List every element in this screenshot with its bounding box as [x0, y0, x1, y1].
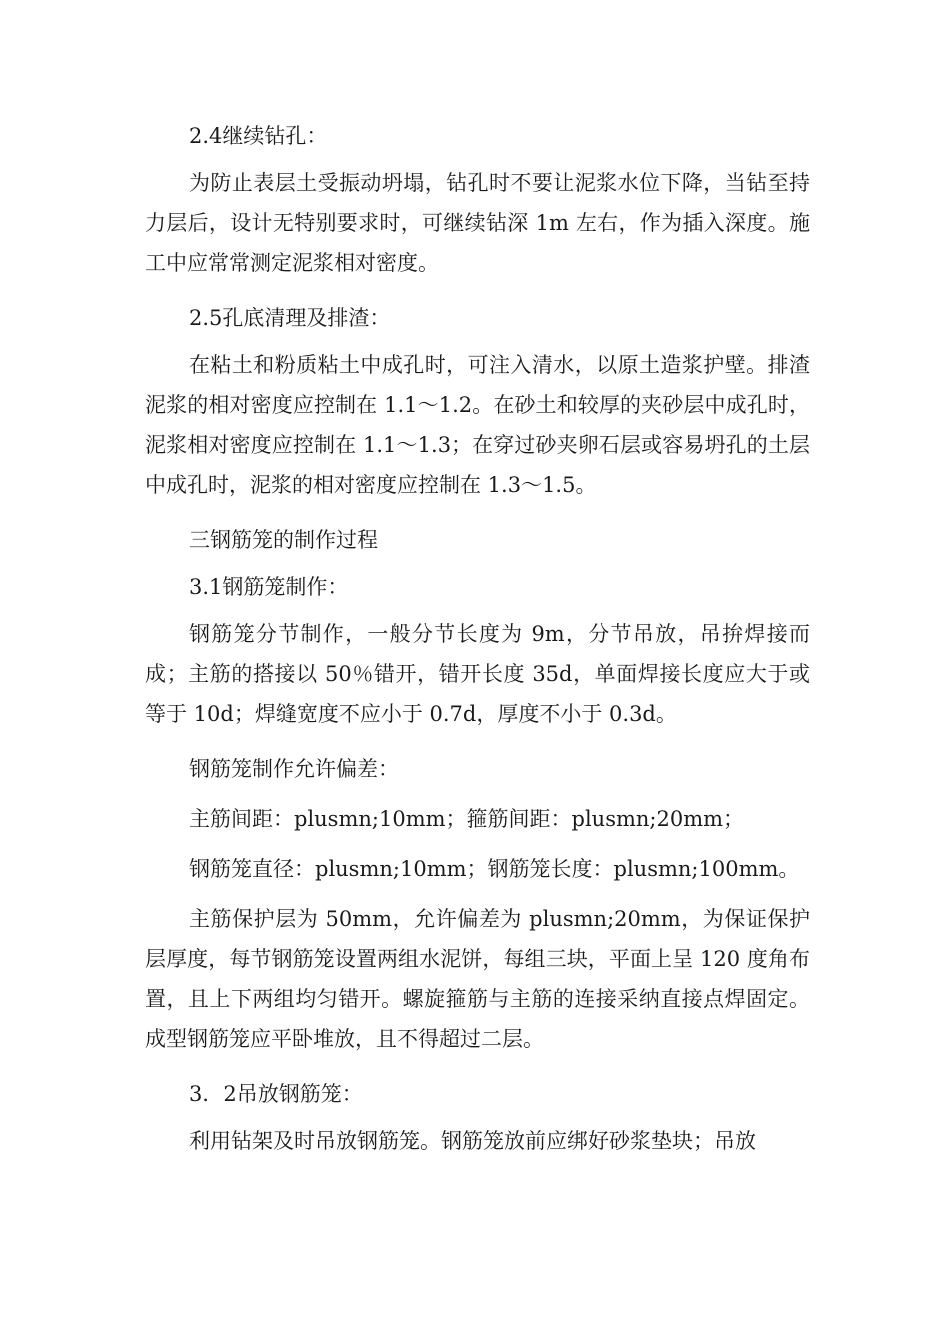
paragraph-hole-cleaning: 在粘土和粉质粘土中成孔时，可注入清水，以原土造浆护壁。排渣泥浆的相对密度应控制在 1.1～1.2。在砂土和较厚的夹砂层中成孔时，泥浆相对密度应控制在 1.1～1.3；在穿过砂夹卵石层或容易坍孔的土层中成孔时，泥浆的相对密度应控制在 1.3～1.5。: [145, 353, 810, 497]
paragraph-continue-drilling: 为防止表层土受振动坍塌，钻孔时不要让泥浆水位下降，当钻至持力层后，设计无特别要求时，可继续钻深 1m 左右，作为插入深度。施工中应常常测定泥浆相对密度。: [145, 171, 810, 275]
tolerance-line-2: 钢筋笼直径：plusmn;10mm；钢筋笼长度：plusmn;100mm。: [189, 857, 800, 881]
heading-2-4: 2.4继续钻孔：: [189, 124, 328, 148]
tolerance-line-1: 主筋间距：plusmn;10mm；箍筋间距：plusmn;20mm；: [189, 807, 745, 831]
paragraph-cage-fabrication: 钢筋笼分节制作，一般分节长度为 9m，分节吊放，吊拚焊接而成；主筋的搭接以 50％错开，错开长度 35d，单面焊接长度应大于或等于 10d；焊缝宽度不应小于 0.7d，厚度不小于 0.3d。: [145, 622, 810, 726]
heading-3-1: 3.1钢筋笼制作：: [189, 575, 349, 599]
tolerance-heading: 钢筋笼制作允许偏差：: [189, 757, 399, 781]
paragraph-protective-layer: 主筋保护层为 50mm，允许偏差为 plusmn;20mm，为保证保护层厚度，每节钢筋笼设置两组水泥饼，每组三块，平面上呈 120 度角布置，且上下两组均匀错开。螺旋箍筋与主筋的连接采纳直接点焊固定。成型钢筋笼应平卧堆放，且不得超过二层。: [145, 907, 810, 1051]
heading-3-2: 3．2吊放钢筋笼：: [189, 1082, 363, 1106]
paragraph-hoisting-cage: 利用钻架及时吊放钢筋笼。钢筋笼放前应绑好砂浆垫块；吊放: [189, 1129, 756, 1153]
document-body: [145, 116, 810, 1176]
heading-section-3: 三钢筋笼的制作过程: [189, 528, 378, 552]
heading-2-5: 2.5孔底清理及排渣：: [189, 306, 391, 330]
